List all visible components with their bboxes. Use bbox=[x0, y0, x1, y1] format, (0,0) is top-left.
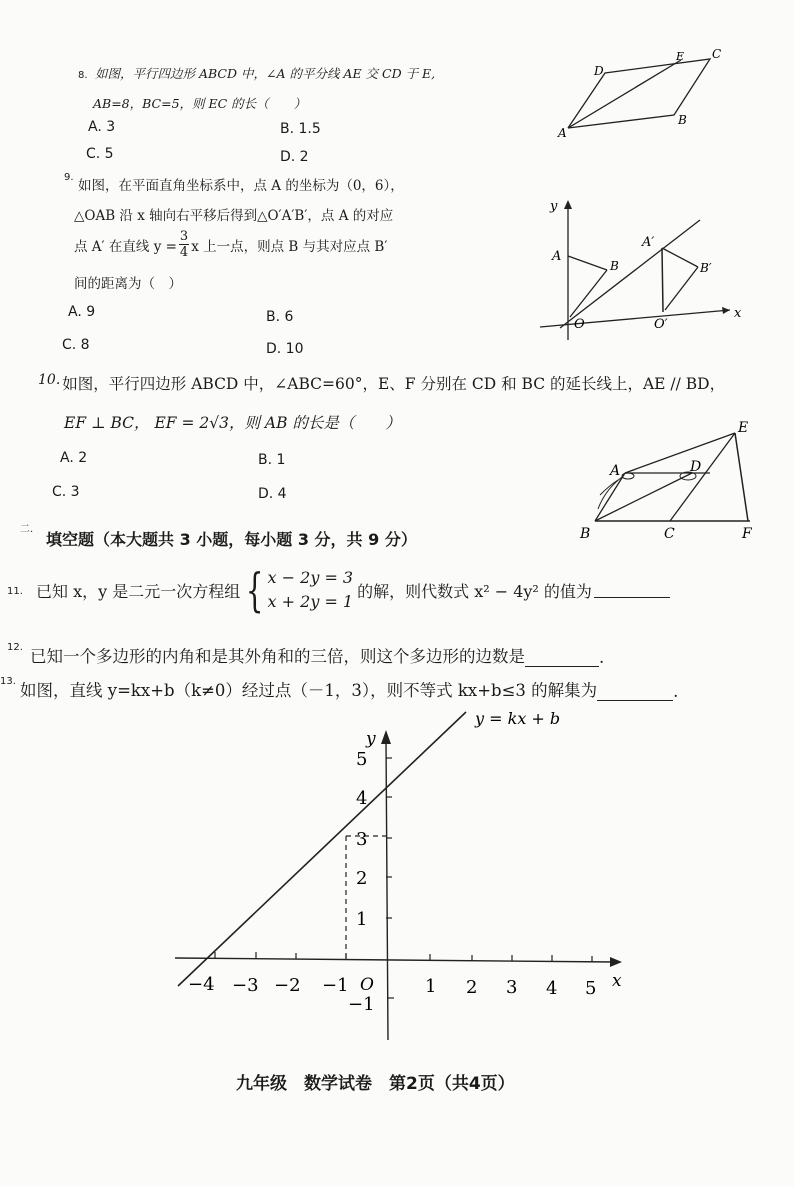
q9-line3-pre: 点 A′ 在直线 y = bbox=[74, 238, 177, 255]
q10-label-b: B bbox=[580, 526, 591, 542]
q9-option-a: A. 9 bbox=[68, 304, 96, 320]
q11-brace: { bbox=[246, 563, 264, 617]
q9-label-a: A bbox=[552, 249, 562, 264]
q11-eq1: x − 2y = 3 bbox=[267, 568, 354, 587]
function-line bbox=[178, 712, 466, 986]
q12-text: 已知一个多边形的内角和是其外角和的三倍，则这个多边形的边数是 bbox=[30, 647, 525, 666]
q11-answer-blank[interactable] bbox=[594, 583, 670, 598]
q8-option-c: C. 5 bbox=[86, 146, 114, 162]
q8-label-d: D bbox=[594, 64, 604, 78]
q13-answer-blank[interactable] bbox=[597, 686, 673, 701]
q8-parallelogram-figure bbox=[550, 40, 730, 140]
q8-label-c: C bbox=[712, 47, 722, 61]
q10-label-f: F bbox=[742, 526, 752, 542]
q10-option-d: D. 4 bbox=[258, 486, 287, 502]
q9-option-c: C. 8 bbox=[62, 337, 90, 353]
q8-number: 8. bbox=[78, 70, 88, 81]
q9-text-line4: 间的距离为（ ） bbox=[74, 276, 182, 292]
x-tick-label-neg4: −4 bbox=[188, 974, 215, 995]
q9-text-line2: △OAB 沿 x 轴向右平移后得到△O′A′B′，点 A 的对应 bbox=[74, 208, 394, 224]
q10-label-a: A bbox=[610, 463, 621, 479]
x-tick-label-2: 2 bbox=[466, 977, 478, 998]
x-tick-label-3: 3 bbox=[506, 977, 518, 998]
y-axis-arrow bbox=[381, 730, 391, 744]
q10-label-d: D bbox=[690, 459, 702, 475]
y-axis bbox=[386, 740, 388, 1040]
x-tick-label-1: 1 bbox=[425, 976, 437, 997]
graph-y-label: y bbox=[366, 729, 376, 749]
q10-option-a: A. 2 bbox=[60, 450, 88, 466]
graph-x-label: x bbox=[612, 971, 622, 991]
y-tick-label-4: 4 bbox=[356, 788, 368, 809]
x-tick-label-5: 5 bbox=[585, 978, 597, 999]
q9-fraction-den: 4 bbox=[179, 245, 189, 260]
q13-number: 13. bbox=[0, 676, 16, 687]
q8-label-b: B bbox=[678, 113, 687, 127]
q9-label-o-prime: O′ bbox=[654, 317, 668, 332]
q10-text-line1 bbox=[38, 372, 725, 394]
q9-translation-figure bbox=[530, 190, 760, 350]
q10-option-b: B. 1 bbox=[258, 452, 286, 468]
q13-line-graph bbox=[160, 700, 640, 1050]
q11-pre: 已知 x，y 是二元一次方程组 bbox=[36, 581, 241, 601]
y-tick-label-5: 5 bbox=[356, 749, 368, 770]
x-axis bbox=[175, 958, 615, 962]
q11-text bbox=[36, 560, 670, 620]
q8-label-a: A bbox=[558, 126, 567, 140]
q11-eq2: x + 2y = 1 bbox=[267, 592, 354, 611]
section2-title: 填空题（本大题共 3 小题，每小题 3 分，共 9 分） bbox=[46, 530, 417, 549]
q8-option-d: D. 2 bbox=[280, 149, 309, 165]
q13-text-row: 如图，直线 y=kx+b（k≠0）经过点（－1，3），则不等式 kx+b≤3 的解集为 . bbox=[20, 677, 678, 701]
q10-label-c: C bbox=[664, 526, 675, 542]
x-tick-label-4: 4 bbox=[546, 978, 558, 999]
q9-option-b: B. 6 bbox=[266, 309, 294, 325]
q9-label-y: y bbox=[550, 199, 558, 214]
q10-text-line2: EF ⊥ BC， EF = 2√3，则 AB 的长是（ ） bbox=[64, 414, 401, 432]
q10-line1-text: 如图，平行四边形 ABCD 中，∠ABC=60°，E、F 分别在 CD 和 BC 的延长线上，AE // BD， bbox=[62, 375, 726, 393]
x-tick-label-neg3: −3 bbox=[232, 975, 259, 996]
q11-post: 的解，则代数式 x² − 4y² 的值为 bbox=[357, 581, 592, 601]
y-tick-label-1: 1 bbox=[356, 909, 368, 930]
q9-fraction-num: 3 bbox=[179, 229, 189, 244]
q12-text-row: 已知一个多边形的内角和是其外角和的三倍，则这个多边形的边数是 . bbox=[30, 643, 604, 667]
q10-label-e: E bbox=[738, 420, 749, 436]
section2-number: 二. bbox=[20, 524, 34, 535]
q10-number: 10. bbox=[38, 372, 61, 388]
q8-option-a: A. 3 bbox=[88, 119, 116, 135]
q9-option-d: D. 10 bbox=[266, 341, 304, 357]
q9-label-b: B bbox=[610, 259, 619, 273]
q8-option-b: B. 1.5 bbox=[280, 121, 321, 137]
q9-label-x: x bbox=[734, 306, 742, 321]
q11-number: 11. bbox=[7, 586, 23, 597]
q9-label-b-prime: B′ bbox=[700, 261, 712, 275]
q12-number: 12. bbox=[7, 642, 23, 653]
q9-line3-post: x 上一点，则点 B 与其对应点 B′ bbox=[191, 238, 388, 255]
q10-option-c: C. 3 bbox=[52, 484, 80, 500]
graph-origin-label: O bbox=[360, 975, 374, 995]
q9-label-o: O bbox=[574, 317, 585, 332]
q10-parallelogram-figure bbox=[570, 415, 770, 545]
q9-text-line1: 如图，在平面直角坐标系中，点 A 的坐标为（0，6）， bbox=[78, 178, 404, 194]
q9-text-line3 bbox=[74, 230, 387, 259]
y-tick-label-neg1: −1 bbox=[348, 994, 375, 1015]
x-tick-label-neg2: −2 bbox=[274, 975, 301, 996]
y-tick-label-3: 3 bbox=[356, 829, 368, 850]
q8-label-e: E bbox=[676, 50, 685, 63]
graph-line-label: y = kx + b bbox=[475, 709, 561, 728]
q12-answer-blank[interactable] bbox=[525, 652, 599, 667]
q8-text-line1: 如图，平行四边形 ABCD 中，∠A 的平分线 AE 交 CD 于 E, bbox=[95, 66, 436, 81]
q9-fraction bbox=[179, 230, 189, 259]
q11-equation-system bbox=[240, 563, 354, 617]
q8-text-line2: AB=8，BC=5，则 EC 的长（ ） bbox=[93, 96, 307, 111]
page-footer: 九年级 数学试卷 第2页（共4页） bbox=[236, 1074, 515, 1094]
q13-text: 如图，直线 y=kx+b（k≠0）经过点（－1，3），则不等式 kx+b≤3 的解集为 bbox=[20, 681, 598, 700]
y-tick-label-2: 2 bbox=[356, 868, 368, 889]
x-axis-arrow bbox=[610, 957, 622, 967]
q9-number: 9. bbox=[64, 172, 74, 183]
q9-label-a-prime: A′ bbox=[642, 235, 655, 250]
x-tick-label-neg1: −1 bbox=[322, 975, 349, 996]
